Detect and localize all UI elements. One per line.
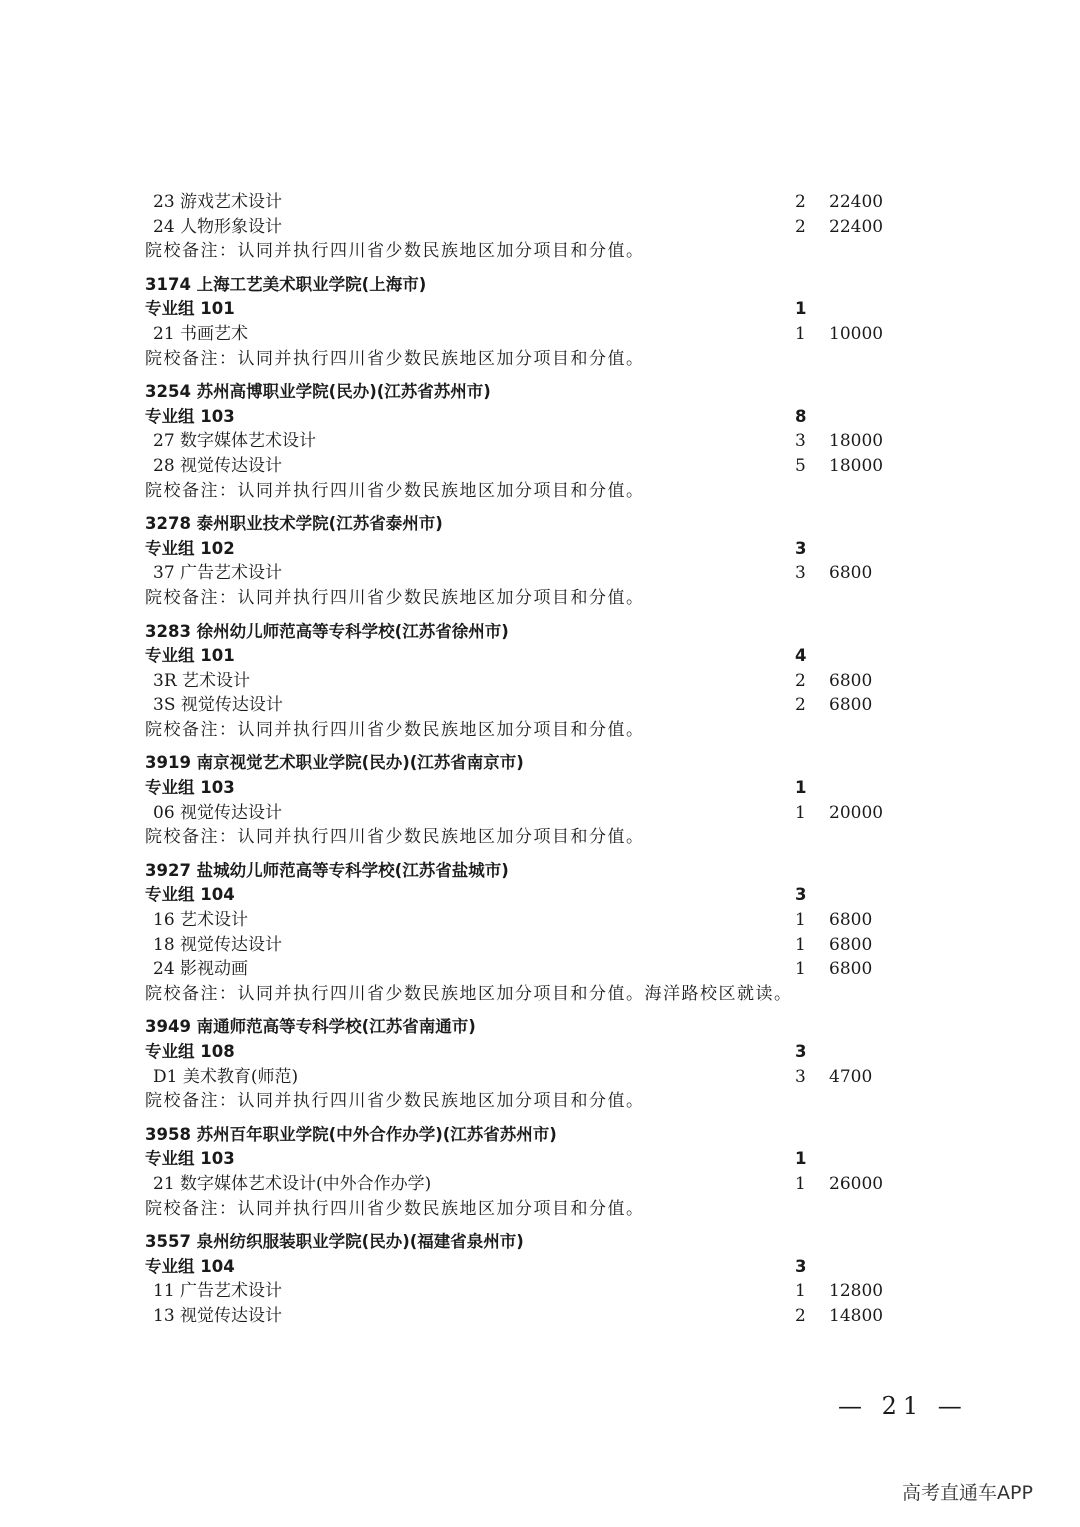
major-row — [145, 429, 905, 454]
group-count: 8 — [795, 406, 807, 426]
major-name: 28 视觉传达设计 — [153, 455, 283, 476]
major-count: 1 — [795, 1281, 806, 1302]
group-count: 3 — [795, 538, 807, 558]
major-count: 1 — [795, 802, 806, 823]
major-count: 1 — [795, 1173, 806, 1194]
school-note — [145, 586, 905, 611]
school-row — [145, 1230, 905, 1255]
school-row — [145, 751, 905, 776]
group-count: 3 — [795, 1042, 807, 1061]
group-row — [145, 644, 905, 669]
school-name: 3927 盐城幼儿师范高等专科学校(江苏省盐城市) — [145, 860, 509, 880]
major-row — [145, 957, 905, 982]
school-note — [145, 1197, 905, 1222]
major-fee: 6800 — [829, 695, 873, 716]
school-row — [145, 273, 905, 298]
school-name: 3283 徐州幼儿师范高等专科学校(江苏省徐州市) — [145, 621, 509, 641]
page-number: — 21 — — [838, 1392, 968, 1420]
group-count: 1 — [795, 299, 807, 319]
admission-list — [145, 190, 905, 1329]
major-fee: 14800 — [829, 1305, 884, 1326]
group-count: 1 — [795, 1149, 807, 1169]
note-text: 院校备注：认同并执行四川省少数民族地区加分项目和分值。 — [145, 827, 645, 848]
major-row — [145, 322, 905, 347]
major-count: 1 — [795, 959, 806, 980]
school-row — [145, 512, 905, 537]
major-row — [145, 1279, 905, 1304]
school-note — [145, 825, 905, 850]
school-note — [145, 479, 905, 504]
school-name: 3174 上海工艺美术职业学院(上海市) — [145, 274, 427, 294]
major-count: 2 — [795, 1305, 806, 1326]
school-name: 3254 苏州高博职业学院(民办)(江苏省苏州市) — [145, 382, 491, 402]
major-fee: 6800 — [829, 910, 873, 931]
group-row — [145, 883, 905, 908]
major-fee: 26000 — [829, 1173, 884, 1194]
school-row — [145, 859, 905, 884]
major-name: 37 广告艺术设计 — [153, 563, 283, 584]
note-text: 院校备注：认同并执行四川省少数民族地区加分项目和分值。 — [145, 241, 645, 262]
major-name: 24 人物形象设计 — [153, 216, 283, 237]
major-count: 2 — [795, 695, 806, 716]
major-count: 2 — [795, 192, 806, 212]
group-row — [145, 776, 905, 801]
major-name: 24 影视动画 — [153, 959, 249, 980]
major-name: 23 游戏艺术设计 — [153, 192, 283, 212]
major-count: 2 — [795, 216, 806, 237]
school-row — [145, 1015, 905, 1040]
school-row — [145, 1123, 905, 1148]
note-text: 院校备注：认同并执行四川省少数民族地区加分项目和分值。 — [145, 719, 645, 740]
major-name: 06 视觉传达设计 — [153, 802, 283, 823]
major-count: 5 — [795, 455, 806, 476]
major-fee: 10000 — [829, 323, 884, 344]
group-count: 1 — [795, 778, 807, 798]
major-name: 27 数字媒体艺术设计 — [153, 431, 317, 452]
major-name: D1 美术教育(师范) — [153, 1066, 299, 1087]
major-row — [145, 908, 905, 933]
group-name: 专业组 104 — [145, 1256, 235, 1276]
major-row — [145, 669, 905, 694]
school-row — [145, 620, 905, 645]
major-fee: 20000 — [829, 802, 884, 823]
group-name: 专业组 102 — [145, 538, 235, 558]
note-text: 院校备注：认同并执行四川省少数民族地区加分项目和分值。海洋路校区就读。 — [145, 983, 793, 1004]
major-row — [145, 933, 905, 958]
group-row — [145, 1040, 905, 1065]
major-name: 18 视觉传达设计 — [153, 934, 283, 955]
major-row — [145, 454, 905, 479]
major-fee: 18000 — [829, 455, 884, 476]
major-name: 13 视觉传达设计 — [153, 1305, 283, 1326]
major-row — [145, 215, 905, 240]
group-count: 3 — [795, 1256, 807, 1276]
school-name: 3278 泰州职业技术学院(江苏省泰州市) — [145, 514, 443, 534]
group-name: 专业组 101 — [145, 299, 235, 319]
school-row — [145, 380, 905, 405]
group-name: 专业组 108 — [145, 1042, 235, 1061]
school-name: 3949 南通师范高等专科学校(江苏省南通市) — [145, 1017, 476, 1037]
group-name: 专业组 104 — [145, 885, 235, 905]
major-fee: 12800 — [829, 1281, 884, 1302]
note-text: 院校备注：认同并执行四川省少数民族地区加分项目和分值。 — [145, 1091, 645, 1112]
group-count: 4 — [795, 646, 807, 666]
school-note — [145, 1089, 905, 1114]
group-row — [145, 537, 905, 562]
group-row — [145, 405, 905, 430]
major-count: 3 — [795, 563, 806, 584]
major-name: 3R 艺术设计 — [153, 670, 251, 691]
major-count: 3 — [795, 1066, 806, 1087]
major-name: 21 书画艺术 — [153, 323, 249, 344]
major-row — [145, 561, 905, 586]
school-name: 3919 南京视觉艺术职业学院(民办)(江苏省南京市) — [145, 753, 524, 773]
major-row — [145, 1304, 905, 1329]
school-note — [145, 239, 905, 264]
group-row — [145, 1255, 905, 1280]
major-fee: 22400 — [829, 216, 884, 237]
group-row — [145, 1147, 905, 1172]
major-fee: 18000 — [829, 431, 884, 452]
major-count: 3 — [795, 431, 806, 452]
note-text: 院校备注：认同并执行四川省少数民族地区加分项目和分值。 — [145, 480, 645, 501]
major-name: 16 艺术设计 — [153, 910, 249, 931]
major-fee: 6800 — [829, 934, 873, 955]
major-fee: 6800 — [829, 670, 873, 691]
major-fee: 4700 — [829, 1066, 873, 1087]
school-note — [145, 718, 905, 743]
major-count: 1 — [795, 323, 806, 344]
major-row — [145, 1065, 905, 1090]
group-name: 专业组 101 — [145, 646, 235, 666]
major-count: 2 — [795, 670, 806, 691]
note-text: 院校备注：认同并执行四川省少数民族地区加分项目和分值。 — [145, 587, 645, 608]
major-name: 21 数字媒体艺术设计(中外合作办学) — [153, 1173, 432, 1194]
group-count: 3 — [795, 885, 807, 905]
school-name: 3557 泉州纺织服装职业学院(民办)(福建省泉州市) — [145, 1232, 524, 1252]
note-text: 院校备注：认同并执行四川省少数民族地区加分项目和分值。 — [145, 348, 645, 369]
watermark: 高考直通车APP — [902, 1482, 1033, 1504]
school-note — [145, 982, 905, 1007]
major-row — [145, 801, 905, 826]
group-name: 专业组 103 — [145, 778, 235, 798]
major-row — [145, 190, 905, 215]
major-row — [145, 693, 905, 718]
major-fee: 22400 — [829, 192, 884, 212]
school-name: 3958 苏州百年职业学院(中外合作办学)(江苏省苏州市) — [145, 1124, 557, 1144]
major-count: 1 — [795, 910, 806, 931]
major-fee: 6800 — [829, 959, 873, 980]
group-row — [145, 297, 905, 322]
group-name: 专业组 103 — [145, 1149, 235, 1169]
group-name: 专业组 103 — [145, 406, 235, 426]
major-fee: 6800 — [829, 563, 873, 584]
note-text: 院校备注：认同并执行四川省少数民族地区加分项目和分值。 — [145, 1198, 645, 1219]
major-row — [145, 1172, 905, 1197]
major-name: 3S 视觉传达设计 — [153, 695, 283, 716]
major-name: 11 广告艺术设计 — [153, 1281, 283, 1302]
school-note — [145, 347, 905, 372]
major-count: 1 — [795, 934, 806, 955]
